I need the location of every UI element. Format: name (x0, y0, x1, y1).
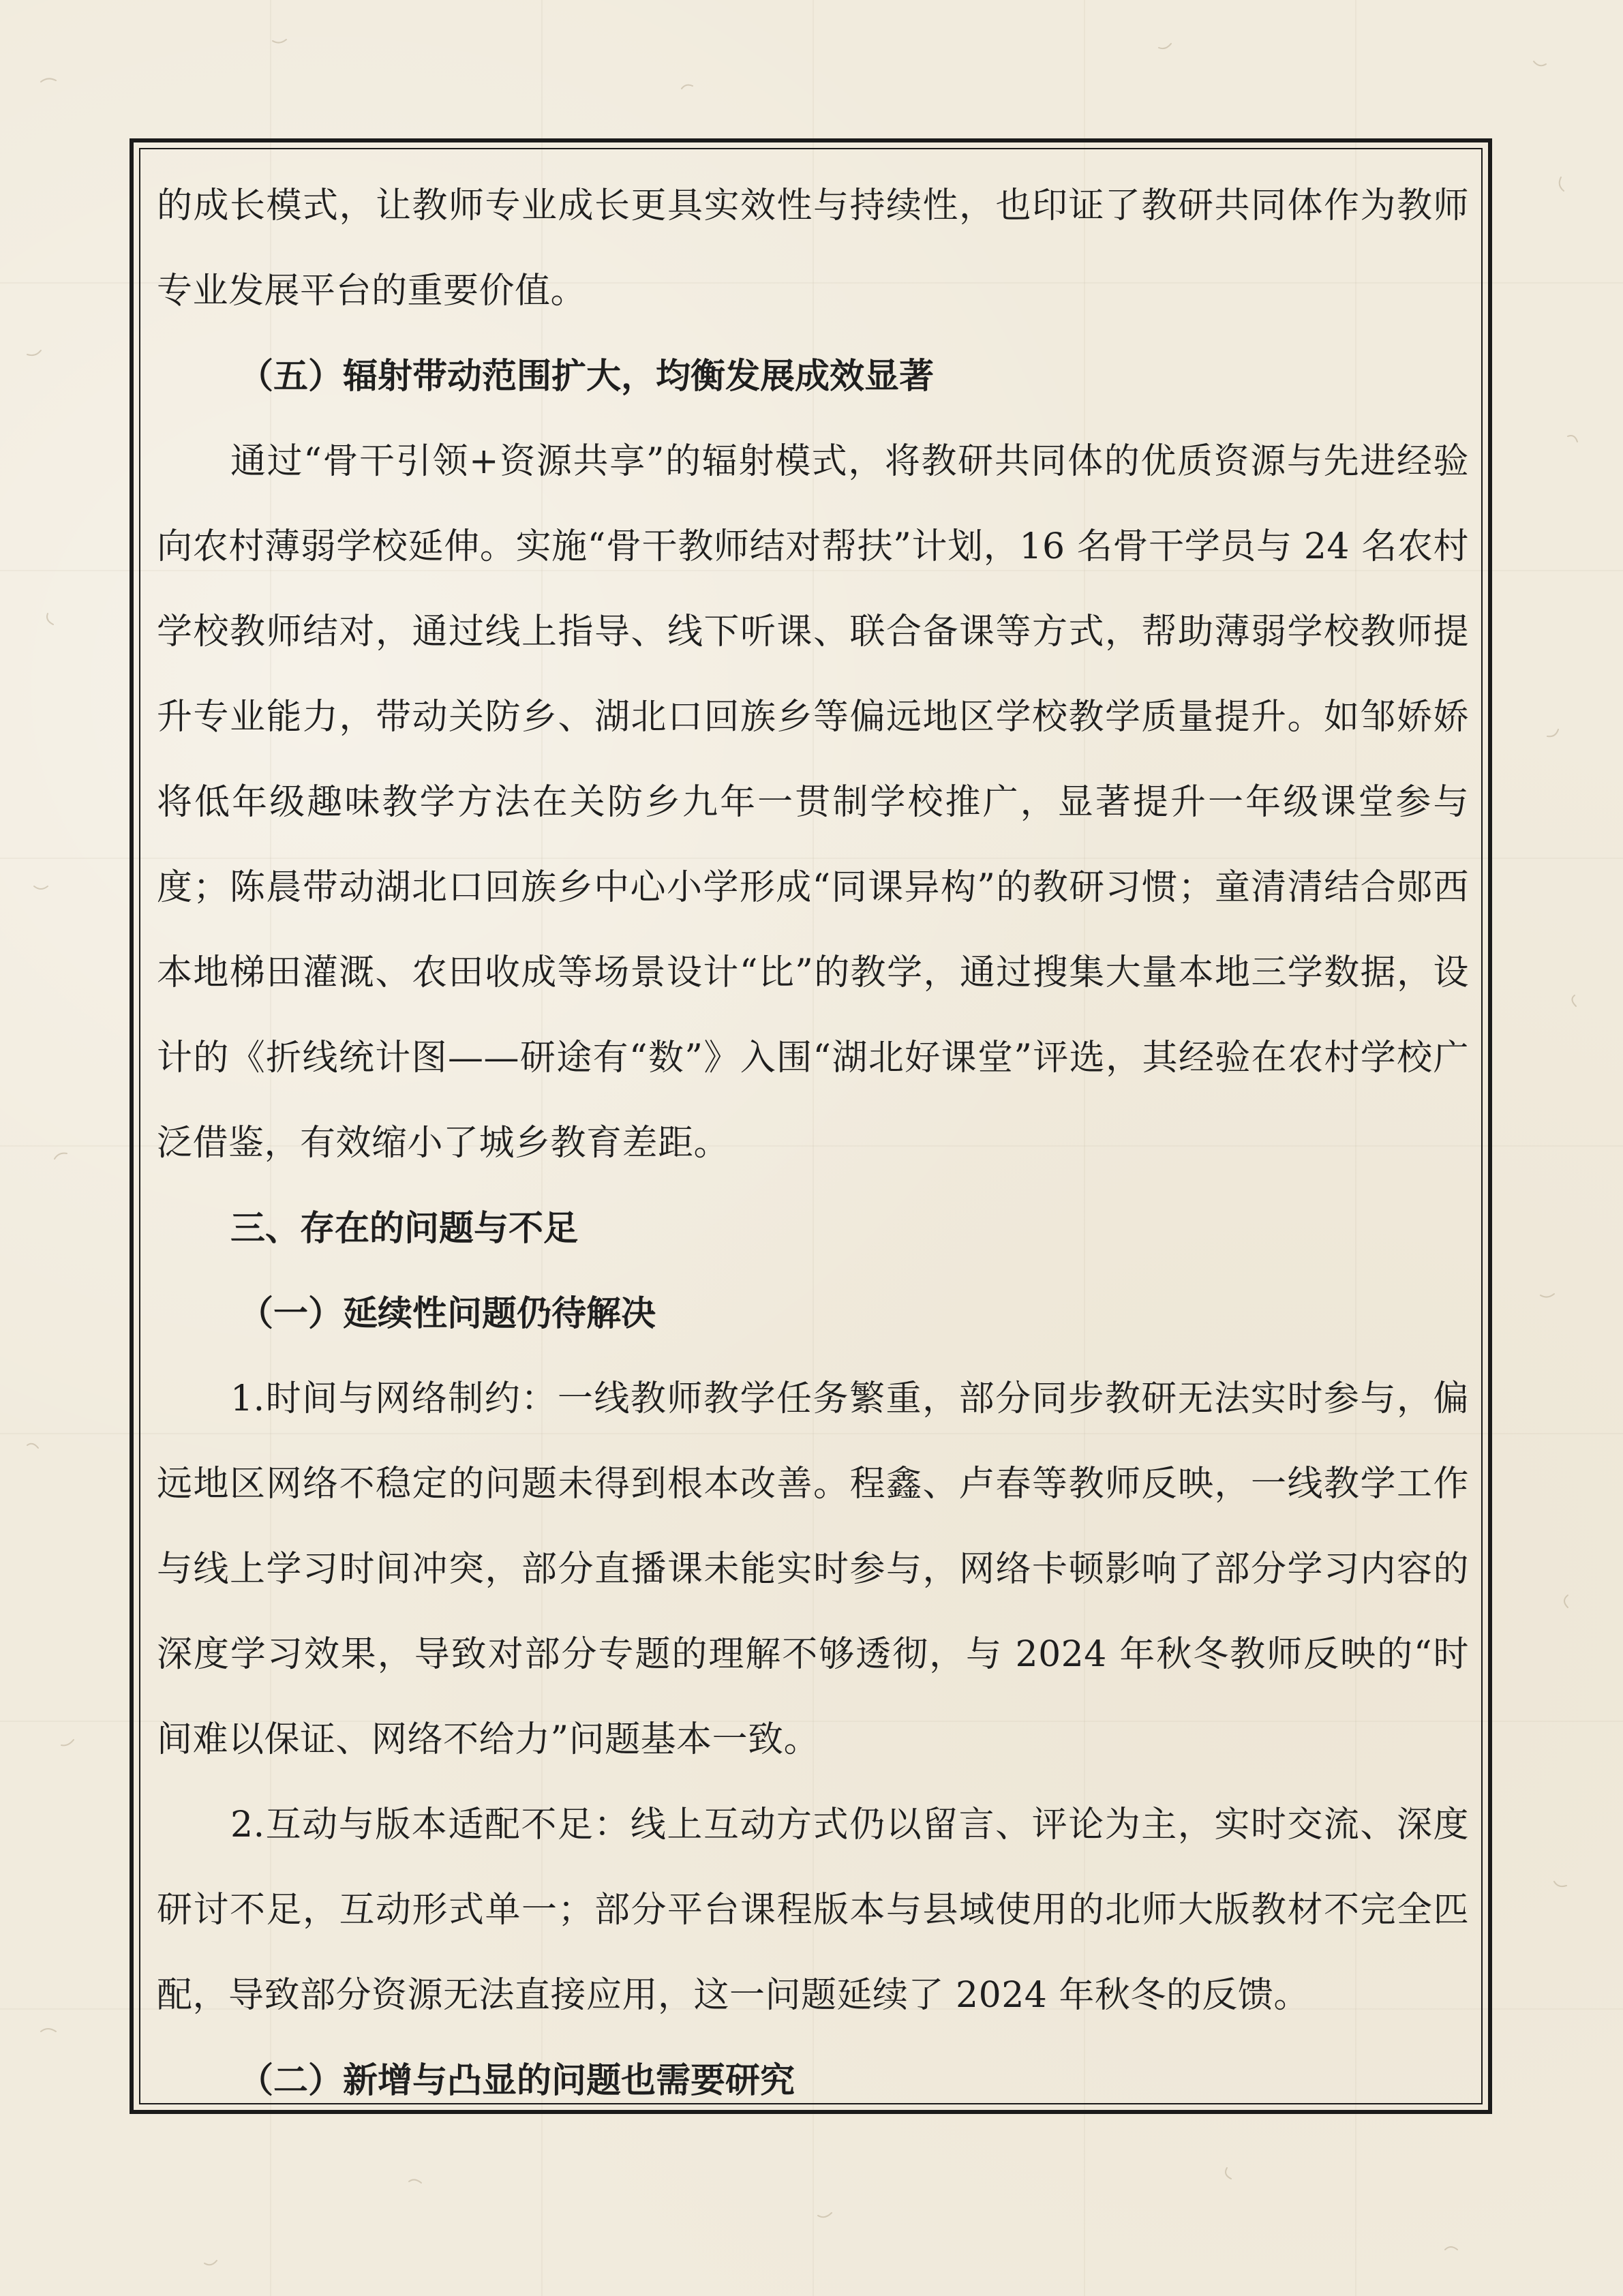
paragraph-radiation-mode: 通过“骨干引领+资源共享”的辐射模式，将教研共同体的优质资源与先进经验向农村薄弱学校延伸。实施“骨干教师结对帮扶”计划，16 名骨干学员与 24 名农村学校教师结对，通过线上指导、线下听课、联合备课等方式，帮助薄弱学校教师提升专业能力，带动关防乡、湖北口回族乡等偏远地区学校教学质量提升。如邹娇娇将低年级趣味教学方法在关防乡九年一贯制学校推广，显著提升一年级课堂参与度；陈晨带动湖北口回族乡中心小学形成“同课异构”的教研习惯；童清清结合郧西本地梯田灌溉、农田收成等场景设计“比”的教学，通过搜集大量本地三学数据，设计的《折线统计图——研途有“数”》入围“湖北好课堂”评选，其经验在农村学校广泛借鉴，有效缩小了城乡教育差距。 (157, 441, 1469, 1164)
heading-radiation-effect: （五）辐射带动范围扩大，均衡发展成效显著 (239, 357, 935, 397)
paragraph-time-network: 1.时间与网络制约：一线教师教学任务繁重，部分同步教研无法实时参与，偏远地区网络不稳定的问题未得到根本改善。程鑫、卢春等教师反映，一线教学工作与线上学习时间冲突，部分直播课未能实时参与，网络卡顿影响了部分学习内容的深度学习效果，导致对部分专题的理解不够透彻，与 2024 年秋冬教师反映的“时间难以保证、网络不给力”问题基本一致。 (157, 1378, 1469, 1760)
paragraph-continuation: 的成长模式，让教师专业成长更具实效性与持续性，也印证了教研共同体作为教师专业发展平台的重要价值。 (157, 185, 1469, 312)
section-heading-problems: 三、存在的问题与不足 (230, 1209, 579, 1249)
heading-continuing-problems: （一）延续性问题仍待解决 (239, 1294, 656, 1334)
paragraph-interaction-version: 2.互动与版本适配不足：线上互动方式仍以留言、评论为主，实时交流、深度研讨不足，互动形式单一；部分平台课程版本与县域使用的北师大版教材不完全匹配，导致部分资源无法直接应用，这一问题延续了 2024 年秋冬的反馈。 (157, 1804, 1469, 2016)
heading-new-problems: （二）新增与凸显的问题也需要研究 (239, 2061, 795, 2101)
document-body (157, 164, 1469, 2124)
